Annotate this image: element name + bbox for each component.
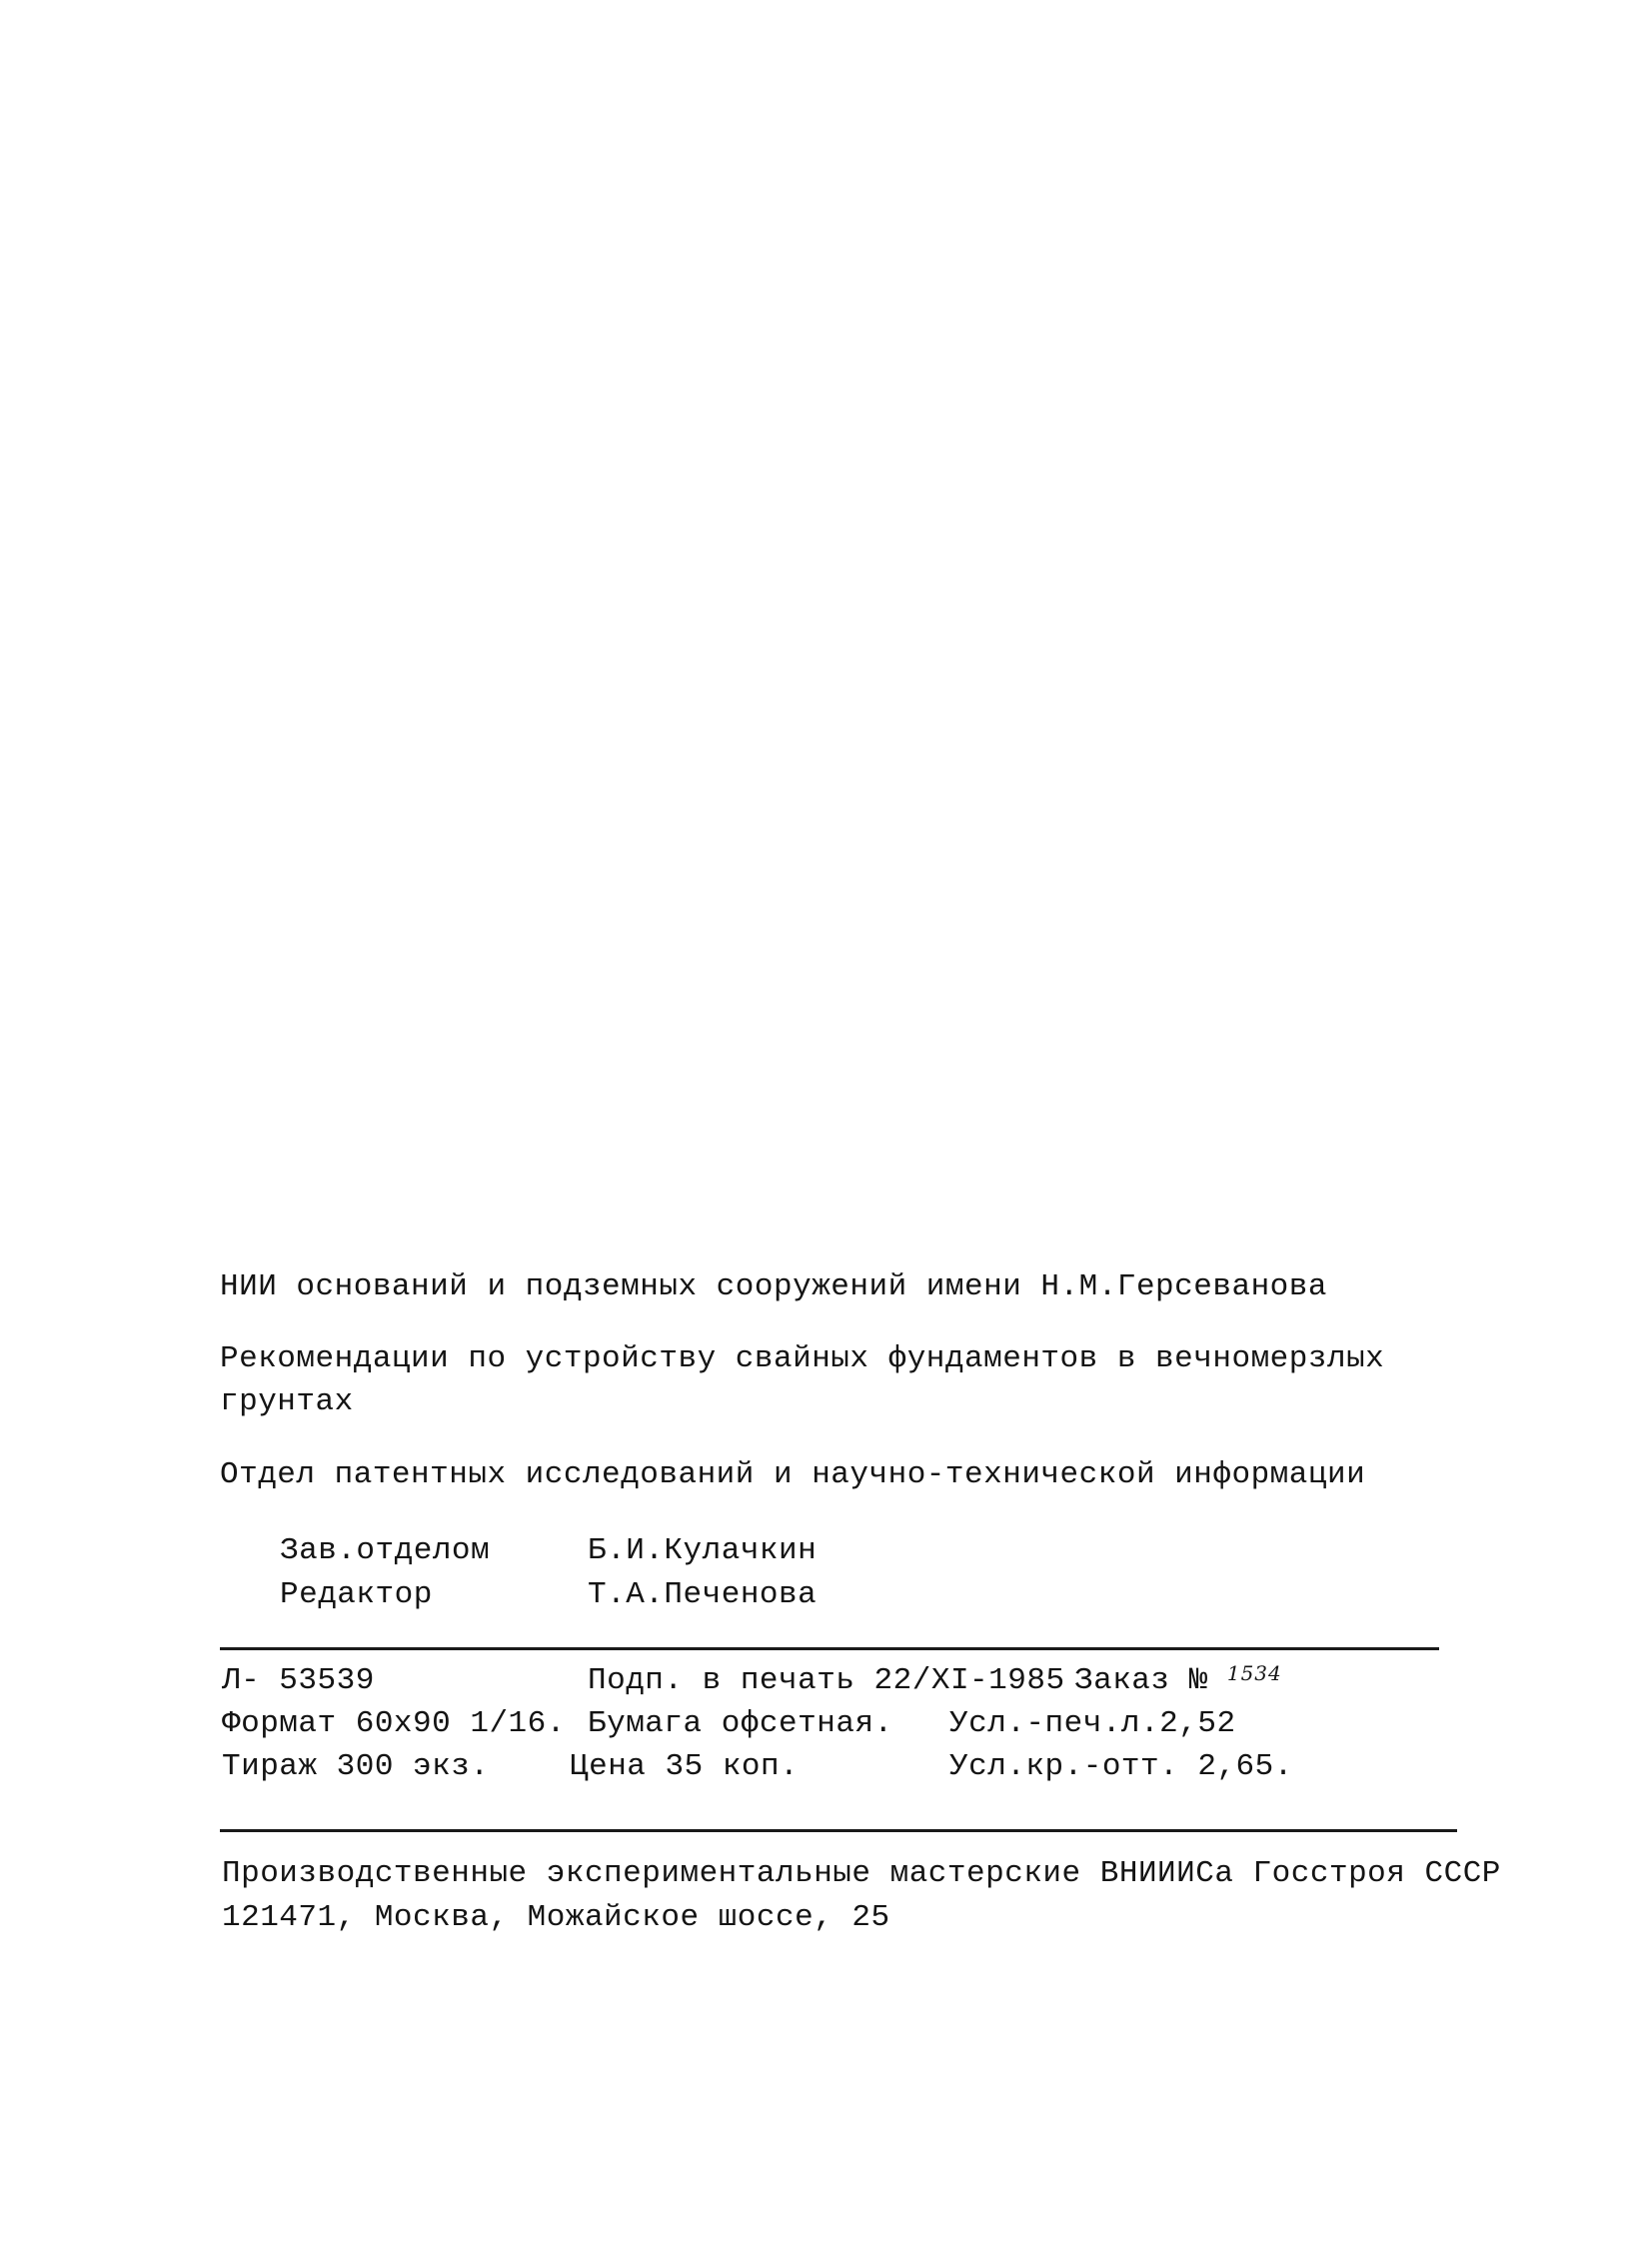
order-number: 1534 (1226, 1661, 1282, 1685)
paper-type: Бумага офсетная. (588, 1706, 893, 1741)
signed-date: Подп. в печать 22/XI-1985 (588, 1663, 1065, 1698)
print-sheets: Усл.-печ.л.2,52 (949, 1706, 1236, 1741)
staff-role-head: Зав.отделом (280, 1533, 491, 1568)
department-name: Отдел патентных исследований и научно-технической информации (220, 1457, 1366, 1492)
order-info (1074, 1661, 1282, 1701)
title-line-1: Рекомендации по устройству свайных фундаментов в вечномерзлых (220, 1341, 1385, 1376)
staff-name-editor: Т.А.Печенова (588, 1577, 818, 1612)
license-number: Л- 53539 (222, 1663, 375, 1698)
printer-name: Производственные экспериментальные мастерские ВНИИИСа Госстроя СССР (222, 1856, 1501, 1891)
top-divider (220, 1647, 1439, 1650)
staff-role-editor: Редактор (280, 1577, 433, 1612)
price: Цена 35 коп. (570, 1749, 800, 1784)
bottom-divider (220, 1829, 1457, 1832)
print-run-value: 300 экз. (336, 1749, 490, 1784)
color-prints: Усл.кр.-отт. 2,65. (949, 1749, 1293, 1784)
format: Формат 60х90 1/16. (222, 1706, 566, 1741)
print-run (222, 1747, 489, 1787)
institute-name: НИИ оснований и подземных сооружений имени Н.М.Герсеванова (220, 1269, 1327, 1304)
staff-name-head: Б.И.Кулачкин (588, 1533, 818, 1568)
title-line-2: грунтах (220, 1384, 354, 1419)
print-run-label: Тираж (222, 1749, 318, 1784)
order-label: Заказ № (1074, 1663, 1208, 1698)
printer-address: 121471, Москва, Можайское шоссе, 25 (222, 1900, 890, 1935)
